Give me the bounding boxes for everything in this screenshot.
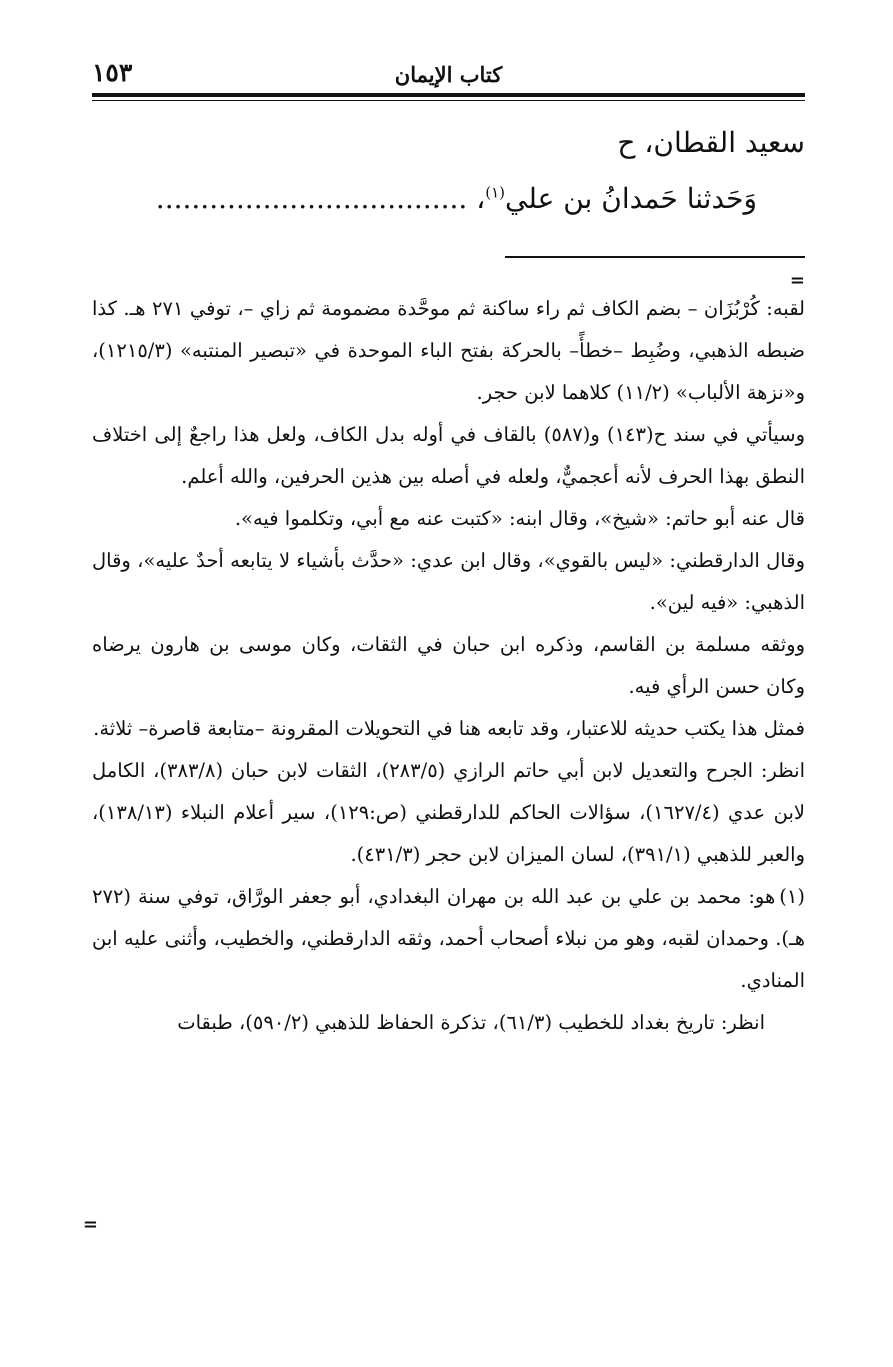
header-rule-thick [92,93,805,97]
separator: ، [467,182,486,215]
main-text-line-2 [92,182,805,215]
note-paragraph-7: انظر: الجرح والتعديل لابن أبي حاتم الرازي (٢٨٣/٥)، الثقات لابن حبان (٣٨٣/٨)، الكامل لابن عدي (١٦٢٧/٤)، سؤالات الحاكم للدارقطني (ص:١٢٩)، سير أعلام النبلاء (١٣٨/١٣)، والعبر للذهبي (٣٩١/١)، لسان الميزان لابن حجر (٤٣١/٣). [92,759,805,866]
narrator-text: وَحَدثنا حَمدانُ بن علي [505,182,757,215]
footnote-number: (١) [779,885,805,908]
footnotes-block [92,288,805,1044]
continuation-mark-top: = [789,270,805,291]
running-title: كتاب الإيمان [394,62,503,87]
header-rule-thin [92,100,805,101]
footnote-text: هو: محمد بن علي بن عبد الله بن مهران البغدادي، أبو جعفر الورَّاق، توفي سنة (٢٧٢ هـ). وحمدان لقبه، وهو من نبلاء أصحاب أحمد، وثقه الدارقطني، والخطيب، وأثنى عليه ابن المنادي. [92,885,805,992]
footnote-separator [505,256,805,258]
continuation-mark-bottom: = [82,1214,98,1235]
note-paragraph-3: قال عنه أبو حاتم: «شيخ»، وقال ابنه: «كتبت عنه مع أبي، وتكلموا فيه». [234,507,805,530]
footnote-reference: (١) [485,183,506,202]
page-header [92,52,805,92]
footnote-1 [92,876,805,1002]
footnote-refs: انظر: تاريخ بغداد للخطيب (٦١/٣)، تذكرة الحفاظ للذهبي (٥٩٠/٢)، طبقات [177,1011,765,1034]
note-paragraph-2: وسيأتي في سند ح(١٤٣) و(٥٨٧) بالقاف في أوله بدل الكاف، ولعل هذا راجعٌ إلى اختلاف النطق بهذا الحرف لأنه أعجميٌّ، ولعله في أصله بين هذين الحرفين، والله أعلم. [92,423,805,488]
main-text-line-1: سعيد القطان، ح [617,126,805,159]
note-paragraph-5: ووثقه مسلمة بن القاسم، وذكره ابن حبان في الثقات، وكان موسى بن هارون يرضاه وكان حسن الرأي فيه. [92,633,805,698]
ellipsis-dots: ................................... [155,182,468,215]
note-paragraph-4: وقال الدارقطني: «ليس بالقوي»، وقال ابن عدي: «حدَّث بأشياء لا يتابعه أحدٌ عليه»، وقال الذهبي: «فيه لين». [92,549,805,614]
note-paragraph-6: فمثل هذا يكتب حديثه للاعتبار، وقد تابعه هنا في التحويلات المقرونة –متابعة قاصرة– ثلاثة. [93,717,805,740]
page-number: ١٥٣ [92,58,133,87]
note-paragraph-1: لقبه: كُرْبُزَان – بضم الكاف ثم راء ساكنة ثم موحَّدة مضمومة ثم زاي –، توفي ٢٧١ هـ. كذا ضبطه الذهبي، وضُبِط –خطأً– بالحركة بفتح الباء الموحدة في «تبصير المنتبه» (١٢١٥/٣)، و«نزهة الألباب» (١١/٢) كلاهما لابن حجر. [92,297,805,404]
